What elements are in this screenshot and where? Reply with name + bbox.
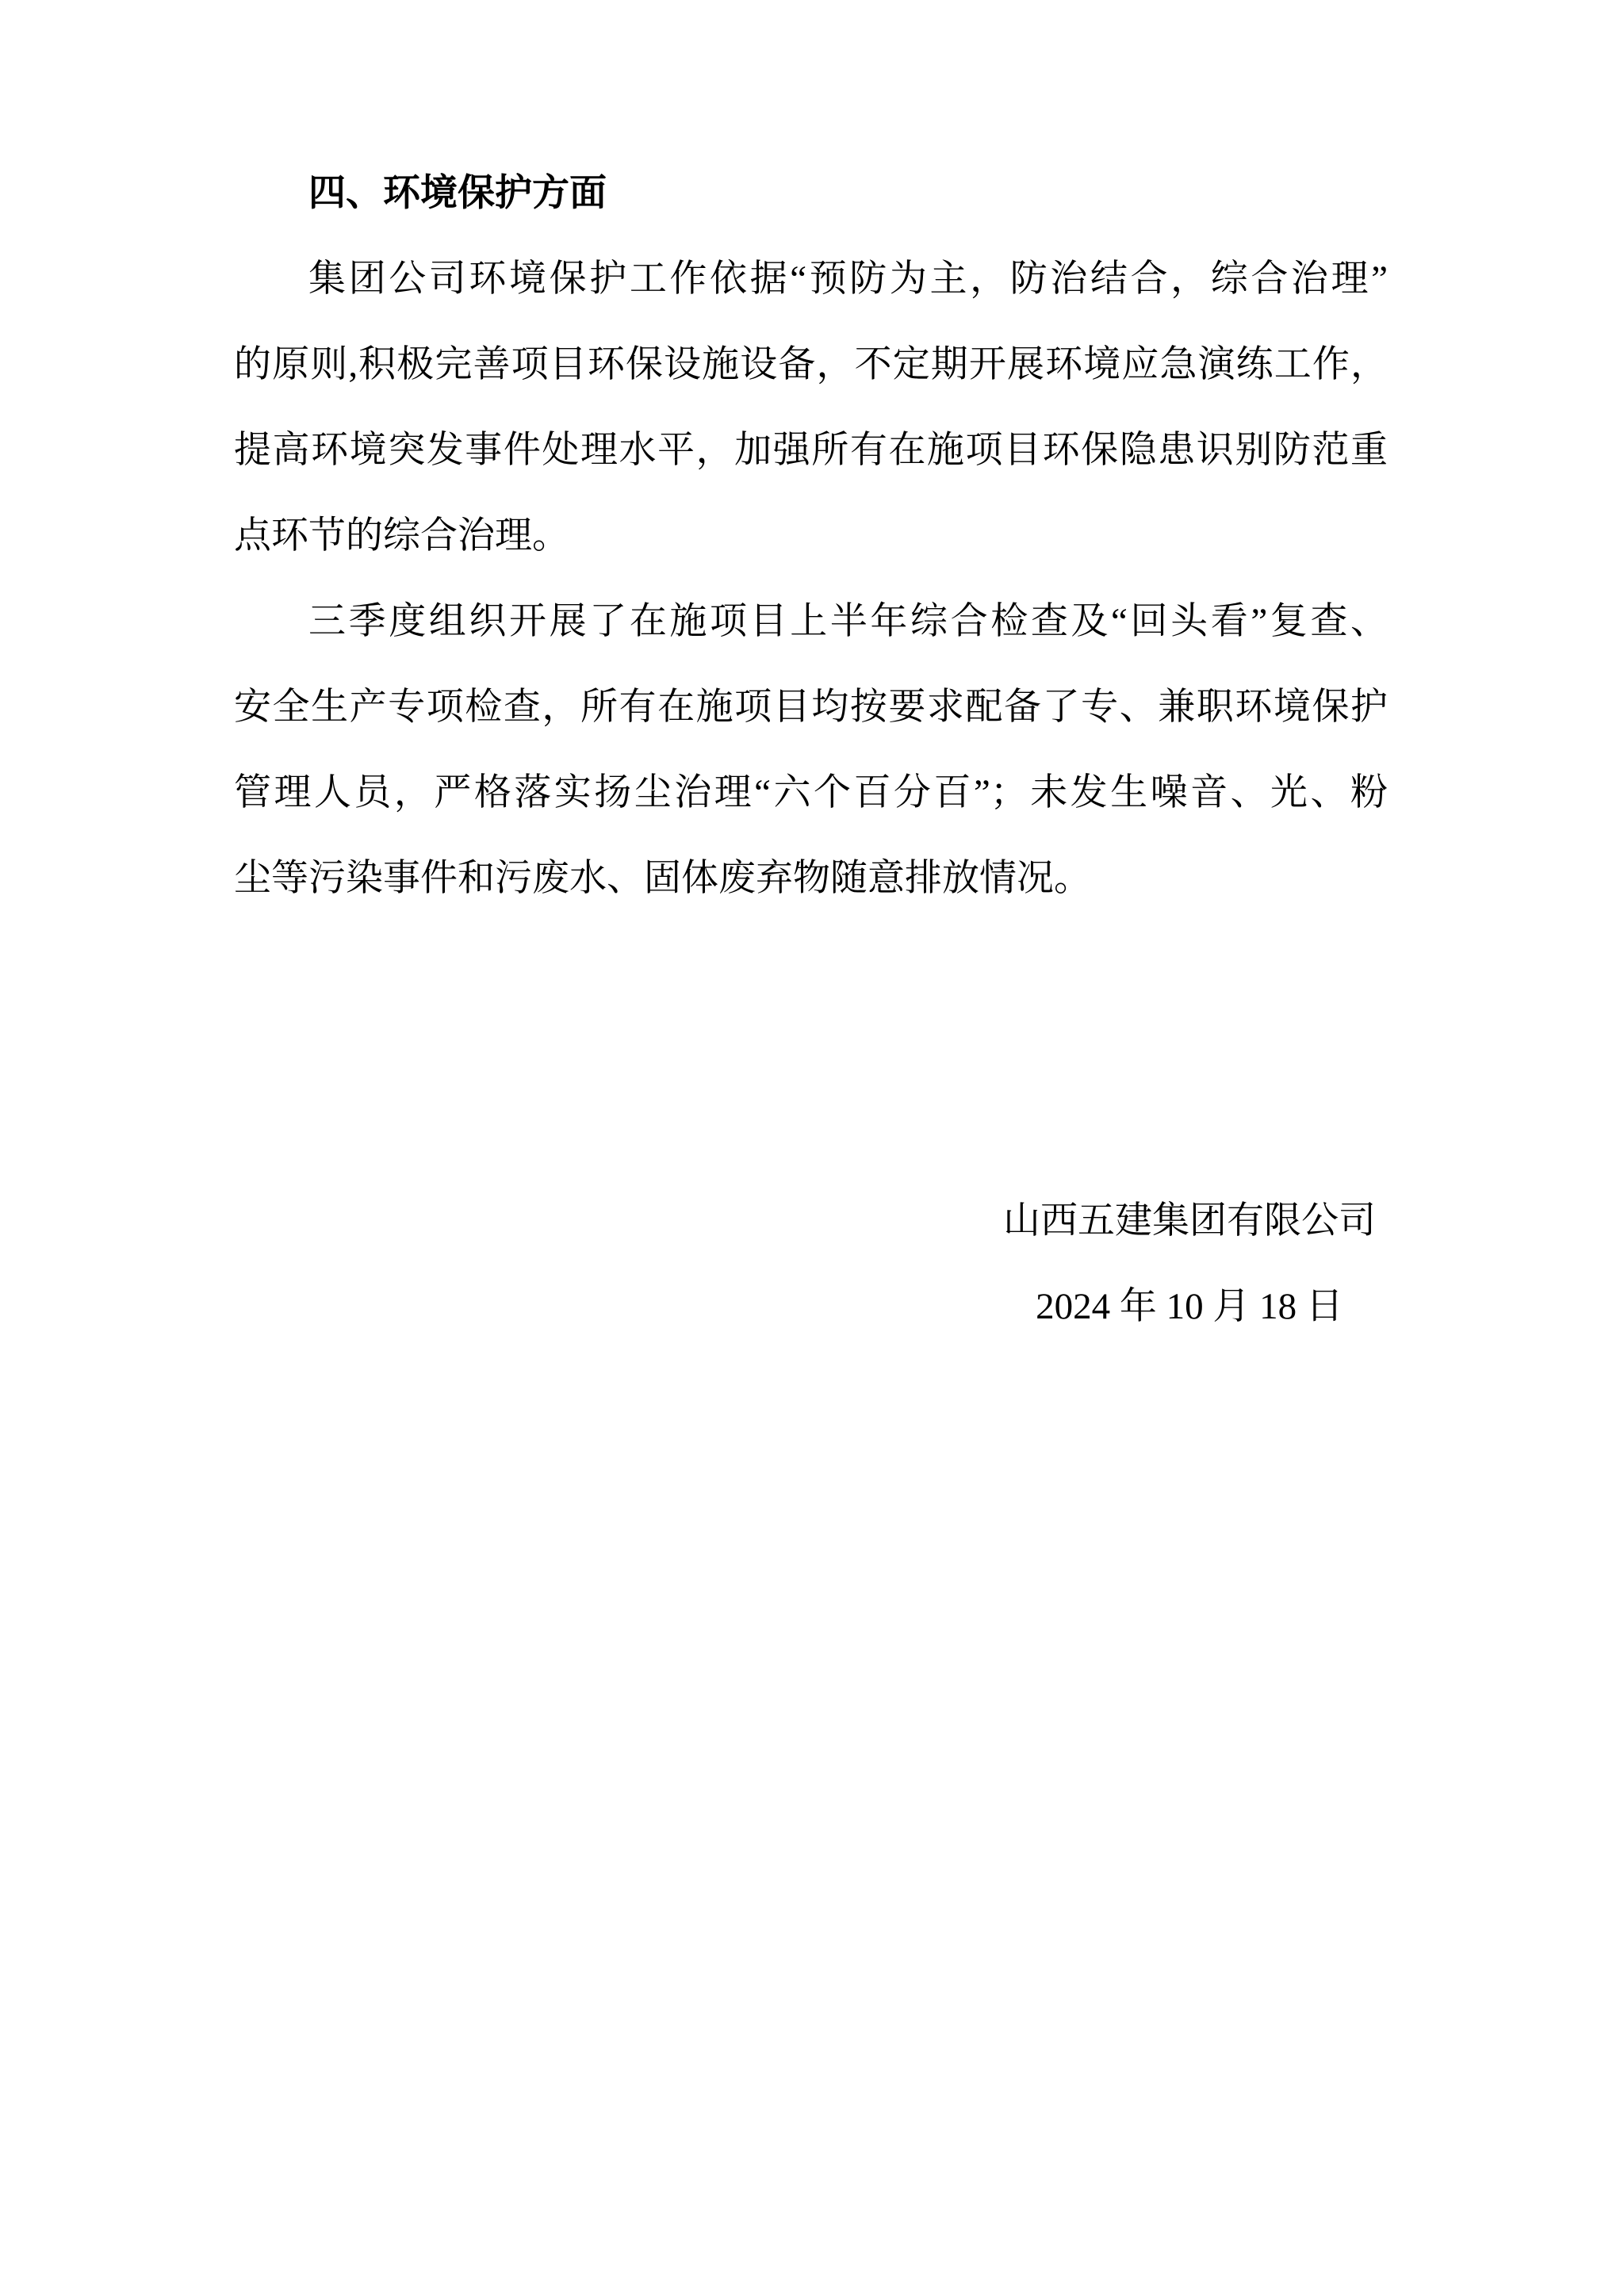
document-body xyxy=(234,151,1388,1349)
paragraph2-line3: 管理人员，严格落实扬尘治理“六个百分百”；未发生噪音、光、粉 xyxy=(234,772,1388,813)
blank-space xyxy=(234,921,1388,1178)
paragraph2-line4: 尘等污染事件和污废水、固体废弃物随意排放情况。 xyxy=(234,858,1091,899)
signature-date: 2024 年 10 月 18 日 xyxy=(1036,1286,1343,1327)
paragraph2-line2: 安全生产专项检查，所有在施项目均按要求配备了专、兼职环境保护 xyxy=(234,687,1388,728)
signature-company: 山西五建集团有限公司 xyxy=(1003,1200,1376,1242)
section-heading: 四、环境保护方面 xyxy=(308,173,607,214)
paragraph1-line1: 集团公司环境保护工作依据“预防为主，防治结合，综合治理” xyxy=(308,258,1388,300)
paragraph1-line4: 点环节的综合治理。 xyxy=(234,515,569,557)
paragraph1-line2: 的原则,积极完善项目环保设施设备，不定期开展环境应急演练工作， xyxy=(234,344,1388,385)
paragraph1-line3: 提高环境突发事件处理水平，加强所有在施项目环保隐患识别防范重 xyxy=(234,430,1388,471)
paragraph2-line1: 三季度组织开展了在施项目上半年综合检查及“回头看”复查、 xyxy=(308,601,1388,642)
